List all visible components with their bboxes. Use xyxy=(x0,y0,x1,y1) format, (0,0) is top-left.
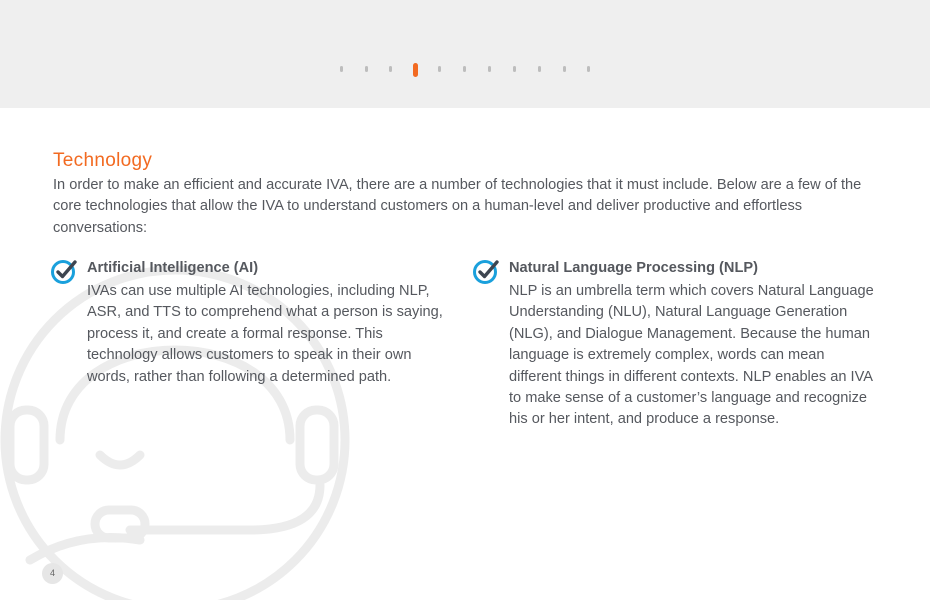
feature-title: Artificial Intelligence (AI) xyxy=(87,260,259,276)
section-title: Technology xyxy=(53,150,153,171)
pagination-dot[interactable] xyxy=(463,66,466,72)
pagination-dot[interactable] xyxy=(340,66,343,72)
pagination-dot[interactable] xyxy=(513,66,516,72)
feature-title: Natural Language Processing (NLP) xyxy=(509,260,758,276)
top-banner xyxy=(0,0,930,108)
pagination-dot[interactable] xyxy=(488,66,491,72)
pagination-dot-active[interactable] xyxy=(413,63,418,77)
page-number: 4 xyxy=(42,563,63,584)
feature-body: NLP is an umbrella term which covers Natural Language Understanding (NLU), Natural Language Generation (NLG), and Dialogue Management. Because the human language is extremely complex, words can mean different things in different contexts. NLP enables an IVA to make sense of a customer’s language and recognize his or her intent, and produce a response. xyxy=(509,283,874,428)
pagination-dots xyxy=(338,64,594,78)
pagination-dot[interactable] xyxy=(538,66,541,72)
pagination-dot[interactable] xyxy=(365,66,368,72)
feature-body: IVAs can use multiple AI technologies, including NLP, ASR, and TTS to comprehend what a person is saying, process it, and create a formal response. This technology allows customers to speak in their own words, rather than following a determined path. xyxy=(87,283,443,385)
section-intro: In order to make an efficient and accurate IVA, there are a number of technologies that it must include. Below are a few of the core technologies that allow the IVA to understand customers on a human-level and deliver productive and effortless conversations: xyxy=(53,177,862,236)
check-circle-icon xyxy=(50,258,78,286)
pagination-dot[interactable] xyxy=(389,66,392,72)
check-circle-icon xyxy=(472,258,500,286)
pagination-dot[interactable] xyxy=(438,66,441,72)
pagination-dot[interactable] xyxy=(563,66,566,72)
pagination-dot[interactable] xyxy=(587,66,590,72)
